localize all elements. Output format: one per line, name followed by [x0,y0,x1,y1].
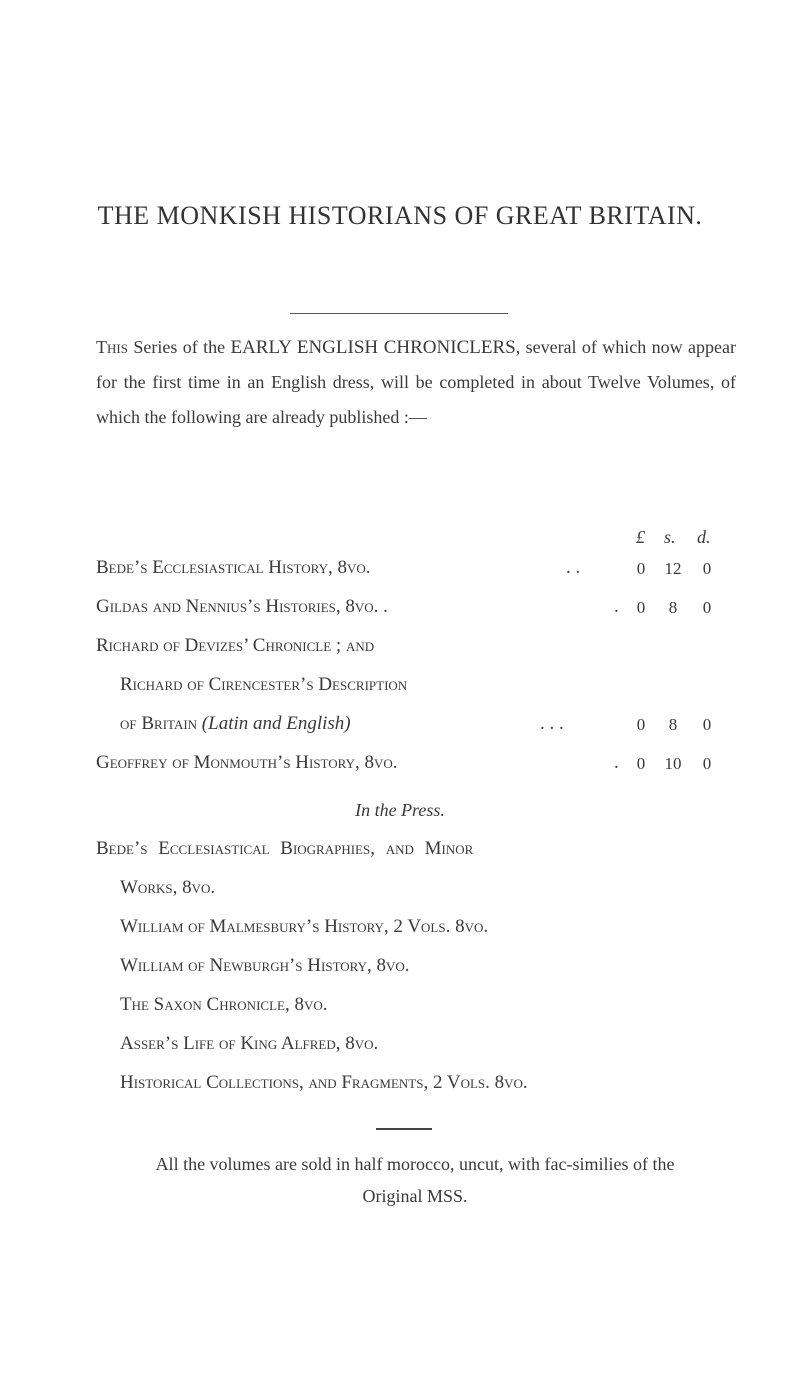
price-pence: 0 [702,559,712,578]
header-pounds: £ [636,527,645,547]
footer-note: All the volumes are sold in half morocco, uncut, with fac-similies of the Original MSS. [155,1154,675,1206]
intro-lead-word: This [96,337,128,357]
leader-dots: . . [566,557,581,578]
price-shillings: 8 [668,715,678,734]
intro-paragraph [96,330,736,435]
in-press-heading: In the Press. [355,800,445,820]
price-pence: 0 [702,598,712,617]
header-pence: d. [697,527,711,547]
in-press-item-historical-collections: Historical Collections, and Fragments, 2 Vols. 8vo. [120,1072,528,1093]
leader-dots: . [614,596,619,617]
header-shillings: s. [664,527,676,547]
published-item-of-britain: of Britain (Latin and English) [120,713,351,734]
in-press-item-bede-biographies: Bede’s Ecclesiastical Biographies, and Minor [96,838,474,859]
published-item-richard-devizes: Richard of Devizes’ Chronicle ; and [96,635,375,656]
price-pence: 0 [702,715,712,734]
in-press-item-asser: Asser’s Life of King Alfred, 8vo. [120,1033,379,1054]
page-title: THE MONKISH HISTORIANS OF GREAT BRITAIN. [97,201,703,230]
in-press-item-saxon-chronicle: The Saxon Chronicle, 8vo. [120,994,328,1015]
price-shillings: 12 [664,559,682,578]
price-shillings: 10 [664,754,682,773]
series-name: EARLY ENGLISH CHRONICLERS [230,337,516,358]
published-item-bede-history: Bede’s Ecclesiastical History, 8vo. [96,557,371,578]
in-press-item-newburgh: William of Newburgh’s History, 8vo. [120,955,410,976]
price-pounds: 0 [636,754,646,773]
intro-text-after: , several of which now appear for the first time in an English dress, will be completed in about Twelve Volumes, of which the following are already published :— [96,337,737,427]
intro-text-before: Series of the [133,337,226,357]
price-shillings: 8 [668,598,678,617]
latin-english-note: (Latin and English) [201,713,351,734]
price-pounds: 0 [636,598,646,617]
footer-divider [376,1128,432,1130]
leader-dots: . . . [540,713,564,734]
published-item-geoffrey-monmouth: Geoffrey of Monmouth’s History, 8vo. [96,752,398,773]
price-pence: 0 [702,754,712,773]
published-item-richard-cirencester: Richard of Cirencester’s Description [120,674,408,695]
leader-dots: . [614,752,619,773]
price-pounds: 0 [636,559,646,578]
price-pounds: 0 [636,715,646,734]
published-item-gildas-nennius: Gildas and Nennius’s Histories, 8vo. . [96,596,388,617]
in-press-item-malmesbury: William of Malmesbury’s History, 2 Vols. 8vo. [120,916,489,937]
title-divider [290,313,508,314]
in-press-item-minor-works: Works, 8vo. [120,877,216,898]
